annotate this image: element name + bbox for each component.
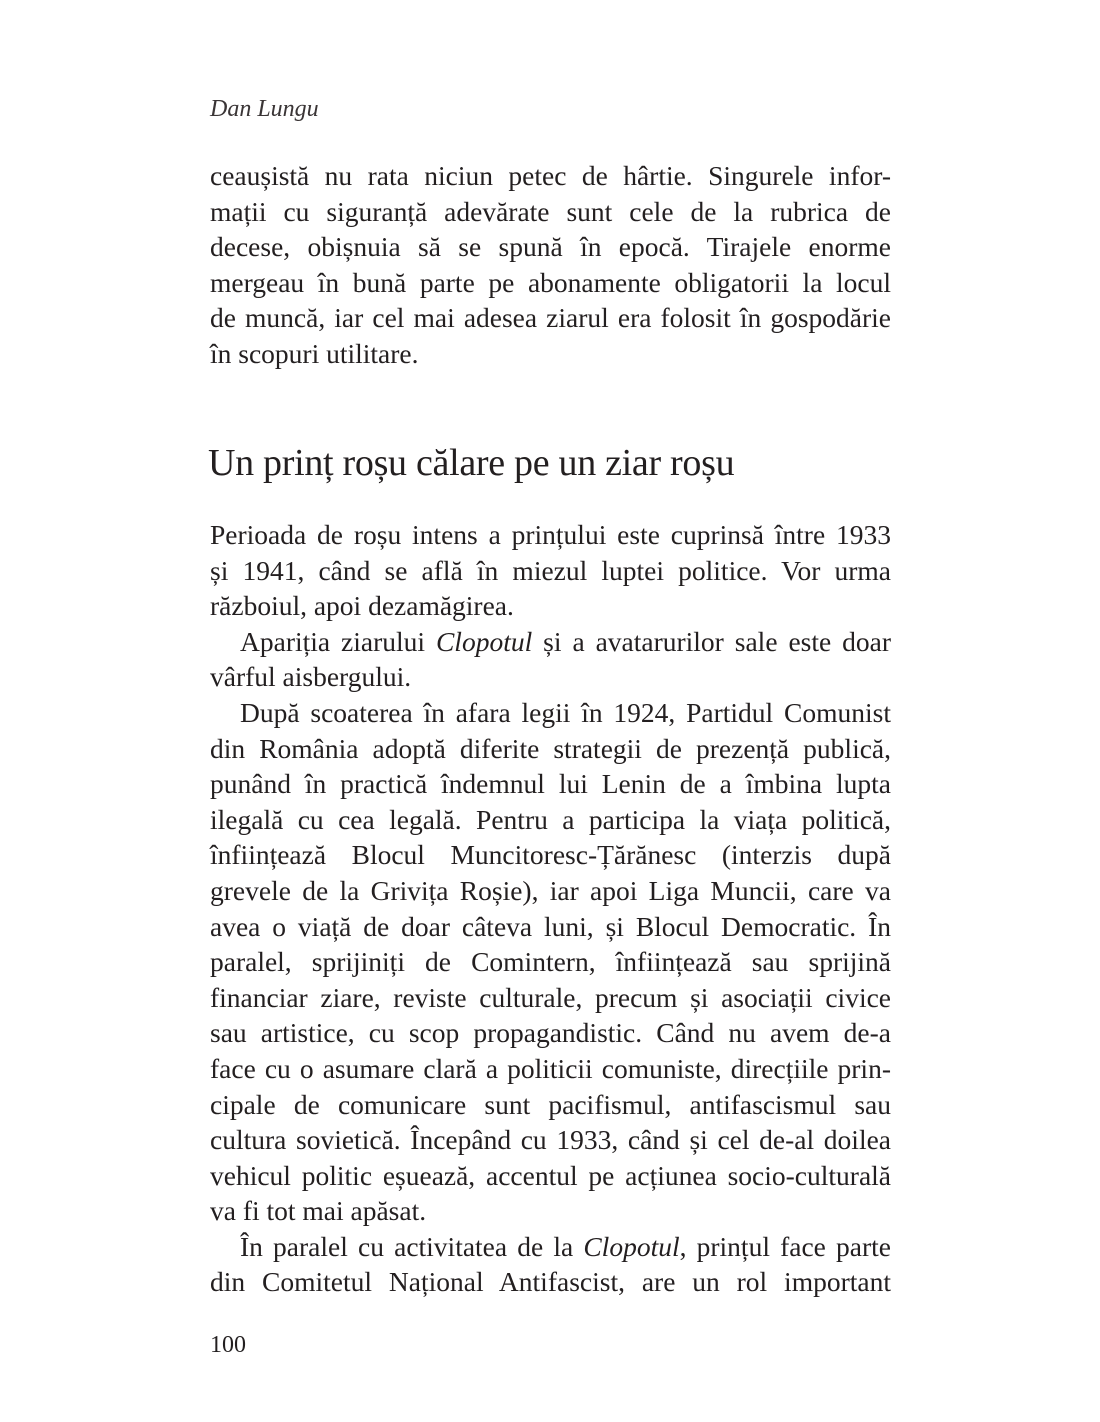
text-line: decese, obișnuia să se spună în epocă. Tirajele enorme: [210, 231, 891, 263]
text-line: Apariția ziarului Clopotul și a avatarurilor sale este doar: [240, 625, 892, 657]
text-line: cipale de comunicare sunt pacifismul, antifascismul sau: [210, 1088, 891, 1120]
section-heading: Un prinț roșu călare pe un ziar roșu: [208, 442, 735, 484]
text-line: vârful aisbergului.: [210, 661, 412, 693]
running-head: Dan Lungu: [210, 96, 319, 122]
text-line: războiul, apoi dezamăgirea.: [210, 590, 514, 622]
text-line: din România adoptă diferite strategii de prezență publică,: [210, 732, 891, 764]
text-line: În paralel cu activitatea de la Clopotul, prințul face parte: [240, 1230, 891, 1262]
text-line: punând în practică îndemnul lui Lenin de a îmbina lupta: [210, 768, 891, 800]
text-line: din Comitetul Național Antifascist, are un rol important: [210, 1266, 891, 1298]
text-line: cultura sovietică. Începând cu 1933, când și cel de-al doilea: [210, 1124, 891, 1156]
text-line: După scoaterea în afara legii în 1924, Partidul Comunist: [240, 696, 891, 728]
text-line: paralel, sprijiniți de Comintern, înființează sau sprijină: [210, 946, 891, 978]
text-line: mații cu siguranță adevărate sunt cele de la rubrica de: [210, 195, 891, 227]
body-text: [210, 517, 891, 1300]
text-line: ilegală cu cea legală. Pentru a participa la viața politică,: [210, 803, 891, 835]
text-line: în scopuri utilitare.: [210, 337, 419, 369]
text-line: și 1941, când se află în miezul luptei politice. Vor urma: [210, 554, 891, 586]
text-line: ceaușistă nu rata niciun petec de hârtie. Singurele infor-: [210, 160, 891, 191]
text-line: mergeau în bună parte pe abonamente obligatorii la locul: [210, 266, 891, 298]
text-line: vehicul politic eșuează, accentul pe acțiunea socio-culturală: [210, 1159, 891, 1191]
text-line: face cu o asumare clară a politicii comuniste, direcțiile prin-: [210, 1052, 891, 1084]
newspaper-title: Clopotul: [583, 1230, 680, 1262]
text-line: înființează Blocul Muncitoresc-Țărănesc (interzis după: [210, 839, 891, 871]
intro-paragraph: [210, 158, 891, 372]
text-line: avea o viață de doar câteva luni, și Blocul Democratic. În: [210, 910, 891, 942]
text-line: financiar ziare, reviste culturale, precum și asociații civice: [210, 981, 891, 1013]
text-line: Perioada de roșu intens a prințului este cuprinsă între 1933: [210, 519, 891, 550]
text-line: sau artistice, cu scop propagandistic. Când nu avem de-a: [210, 1017, 891, 1049]
newspaper-title: Clopotul: [435, 625, 533, 657]
page-number: 100: [210, 1332, 246, 1358]
text-line: grevele de la Grivița Roșie), iar apoi Liga Muncii, care va: [210, 874, 891, 906]
text-line: va fi tot mai apăsat.: [210, 1195, 427, 1227]
text-line: de muncă, iar cel mai adesea ziarul era folosit în gospodărie: [210, 302, 891, 334]
